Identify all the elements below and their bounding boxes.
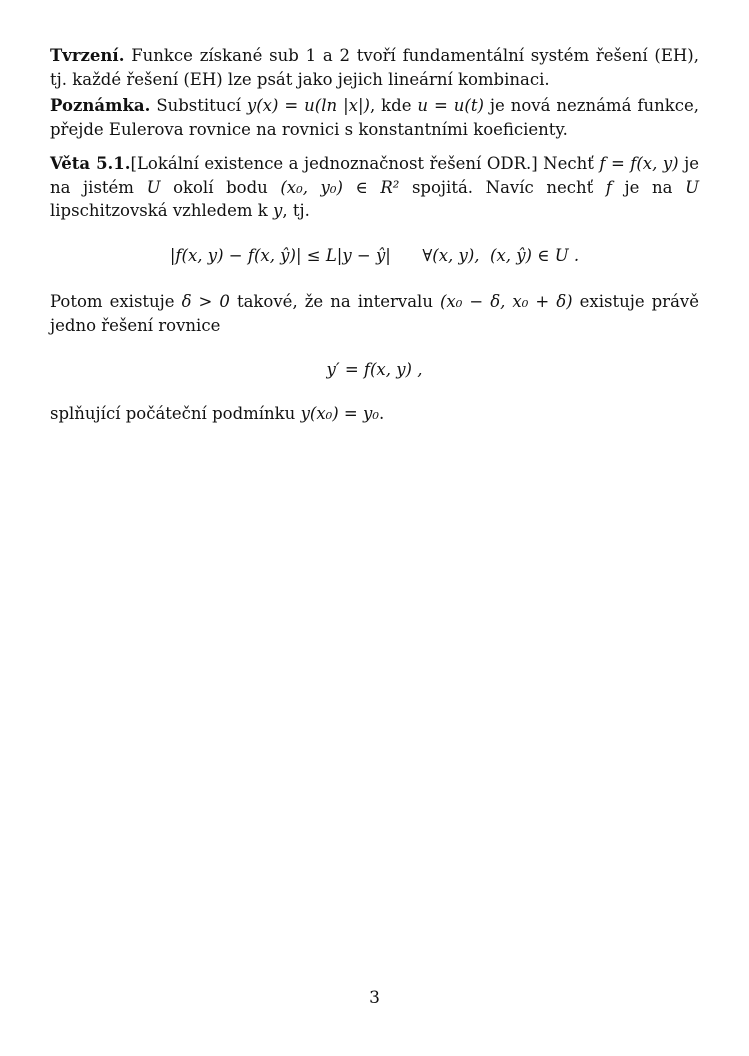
poznamka-label: Poznámka. (50, 96, 151, 115)
ode-equation: y′ = f(x, y) , (326, 360, 423, 379)
veta-text-6: lipschitzovská vzhledem k (50, 201, 268, 221)
veta-text-3: okolí bodu (173, 177, 268, 197)
veta-math-6: y (273, 201, 283, 221)
veta-text-1: Nechť (543, 154, 594, 173)
potom-math-1: δ > 0 (181, 292, 230, 311)
veta-math-2: U (146, 177, 161, 197)
poznamka-text-3: je nová neznámá funkce, přejde Eulerova rovnice na rovnici s konstantními koeficienty. (50, 96, 699, 139)
poznamka-math-2: u = u(t) (417, 96, 484, 115)
veta-text-2: je na jistém (50, 154, 699, 197)
tvrzeni-paragraph (50, 44, 699, 91)
veta-paragraph (50, 152, 699, 223)
splnujici-text-2: . (378, 404, 385, 423)
tvrzeni-label: Tvrzení. (50, 46, 125, 65)
veta-text-4: spojitá. Navíc nechť (411, 177, 594, 197)
veta-math-5: U (685, 177, 699, 197)
potom-text-1: Potom existuje (50, 292, 175, 311)
poznamka-math-1: y(x) = u(ln |x|) (246, 96, 370, 115)
veta-text-5: je na (624, 177, 673, 197)
potom-text-3: existuje právě jedno řešení rovnice (50, 292, 699, 335)
page-number: 3 (369, 988, 380, 1008)
lipschitz-equation: |f(x, y) − f(x, ŷ)| ≤ L|y − ŷ| ∀(x, y), (x, ŷ) ∈ U . (169, 246, 580, 265)
poznamka-paragraph (50, 94, 699, 141)
poznamka-text-1: Substitucí (156, 96, 241, 115)
veta-label: Věta 5.1. (50, 154, 131, 173)
tvrzeni-text: Funkce získané sub 1 a 2 tvoří fundamentální systém řešení (EH), tj. každé řešení (EH) lze psát jako jejich lineární kombinaci. (50, 46, 699, 89)
poznamka-text-2: , kde (369, 96, 412, 115)
veta-math-3: (x₀, y₀) ∈ R² (280, 177, 400, 197)
veta-text-7: , tj. (282, 201, 310, 221)
veta-title: [Lokální existence a jednoznačnost řešení ODR.] (130, 154, 538, 173)
veta-math-4: f (605, 177, 612, 197)
splnujici-text-1: splňující počáteční podmínku (50, 404, 296, 423)
splnujici-math-1: y(x₀) = y₀ (300, 404, 379, 423)
potom-paragraph (50, 290, 699, 337)
potom-text-2: takové, že na intervalu (236, 292, 433, 311)
potom-math-2: (x₀ − δ, x₀ + δ) (439, 292, 573, 311)
veta-math-1: f = f(x, y) (599, 154, 679, 173)
splnujici-paragraph (50, 402, 699, 426)
